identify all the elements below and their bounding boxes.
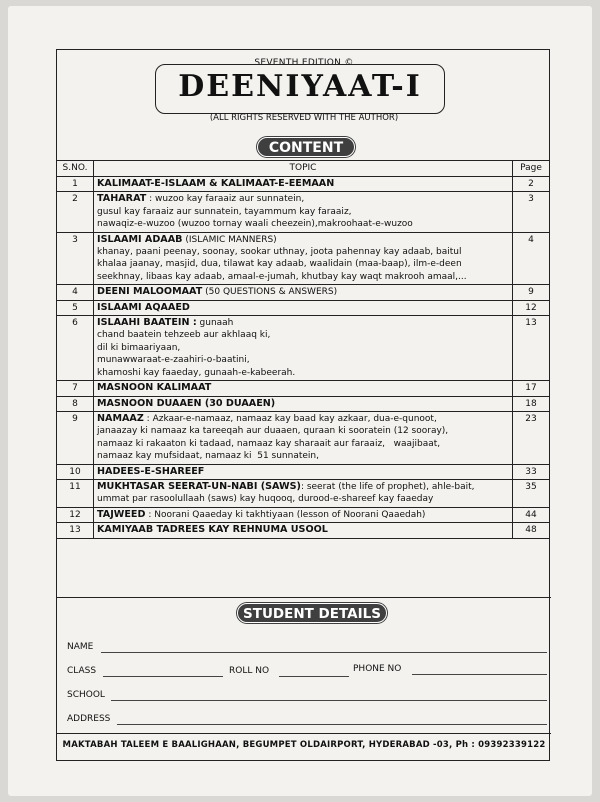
phone-no-field[interactable]: [412, 674, 547, 675]
publisher-footer: MAKTABAH TALEEM E BAALIGHAAN, BEGUMPET OLDAIRPORT, HYDERABAD -03, Ph : 09392339122: [62, 740, 546, 750]
topic-detail-line: khanay, paani peenay, soonay, sookar uthnay, joota pahennay kay adaab, baitul: [97, 247, 462, 258]
toc-row-topic: [94, 177, 513, 192]
toc-row-page: 18: [513, 396, 550, 411]
book-title: DEENIYAAT-I: [178, 69, 422, 104]
topic-subtitle: (ISLAMIC MANNERS): [182, 234, 277, 245]
topic-title: HADEES-E-SHAREEF: [97, 465, 205, 477]
toc-row-page: 9: [513, 285, 550, 300]
address-label: ADDRESS: [67, 714, 111, 724]
toc-row-page: 44: [513, 507, 550, 522]
toc-row-page: 3: [513, 192, 550, 232]
toc-row-topic: [94, 285, 513, 300]
toc-row-topic: [94, 411, 513, 464]
toc-row-number: 12: [57, 507, 94, 522]
toc-row-page: 12: [513, 300, 550, 315]
topic-title: KAMIYAAB TADREES KAY REHNUMA USOOL: [97, 524, 328, 536]
topic-title: MUKHTASAR SEERAT-UN-NABI (SAWS): [97, 480, 301, 492]
toc-row-page: 17: [513, 381, 550, 396]
toc-row: [57, 507, 550, 522]
topic-subtitle: gunaah: [196, 318, 234, 329]
topic-title: TAHARAT: [97, 193, 147, 205]
topic-subtitle: : seerat (the life of prophet), ahle-bait,: [300, 481, 475, 492]
toc-row-topic: [94, 316, 513, 381]
toc-row: [57, 300, 550, 315]
toc-row-topic: [94, 232, 513, 285]
toc-row: [57, 177, 550, 192]
topic-subtitle: (50 QUESTIONS & ANSWERS): [202, 287, 338, 298]
topic-title: DEENI MALOOMAAT: [97, 286, 203, 298]
toc-row-number: 2: [57, 192, 94, 232]
topic-subtitle: : Noorani Qaaeday ki takhtiyaan (lesson of Noorani Qaaedah): [145, 509, 426, 520]
toc-row-number: 8: [57, 396, 94, 411]
toc-row-number: 10: [57, 464, 94, 479]
school-label: SCHOOL: [67, 690, 105, 700]
contents-table-body: [57, 177, 550, 539]
title-box: [155, 64, 445, 114]
toc-row-number: 9: [57, 411, 94, 464]
toc-row: [57, 316, 550, 381]
toc-row-page: 23: [513, 411, 550, 464]
topic-title: ISLAAMI AQAAED: [97, 301, 190, 313]
topic-subtitle: : Azkaar-e-namaaz, namaaz kay baad kay azkaar, dua-e-qunoot,: [143, 413, 437, 424]
name-field[interactable]: [101, 652, 547, 653]
toc-row: [57, 411, 550, 464]
topic-title: KALIMAAT-E-ISLAAM & KALIMAAT-E-EEMAAN: [97, 178, 335, 189]
toc-row: [57, 192, 550, 232]
toc-row-topic: [94, 300, 513, 315]
toc-row-page: 2: [513, 177, 550, 192]
class-field[interactable]: [103, 676, 223, 677]
topic-title: ISLAAMI ADAAB: [97, 233, 183, 245]
toc-row-page: 4: [513, 232, 550, 285]
edition-label: SEVENTH EDITION ©: [254, 58, 354, 68]
topic-detail-line: namaaz ki rakaaton ki tadaad, namaaz kay sharaait aur faraaiz, waajibaat,: [97, 438, 441, 449]
topic-title: MASNOON DUAAEN (30 DUAAEN): [97, 397, 276, 409]
toc-row-topic: [94, 192, 513, 232]
footer-divider: [57, 733, 551, 734]
col-header-topic: TOPIC: [94, 161, 513, 177]
toc-row: [57, 381, 550, 396]
roll-no-label: ROLL NO: [229, 666, 270, 676]
toc-row-number: 5: [57, 300, 94, 315]
topic-detail-line: namaaz kay mufsidaat, namaaz ki 51 sunnatein,: [97, 451, 319, 462]
col-header-page: Page: [513, 161, 550, 177]
toc-row-page: 13: [513, 316, 550, 381]
class-label: CLASS: [67, 666, 97, 676]
toc-row-page: 33: [513, 464, 550, 479]
roll-no-field[interactable]: [279, 676, 349, 677]
toc-row-topic: [94, 507, 513, 522]
toc-row: [57, 464, 550, 479]
topic-detail-line: dil ki bimaariyaan,: [97, 342, 181, 353]
topic-detail-line: khalaa jaanay, masjid, dua, tilawat kay adaab, waalidain (maa-baap), ilm-e-deen: [97, 259, 462, 270]
toc-row: [57, 285, 550, 300]
name-label: NAME: [67, 642, 94, 652]
toc-row: [57, 523, 550, 538]
col-header-sno: S.NO.: [57, 161, 94, 177]
content-heading: CONTENT: [257, 137, 355, 157]
toc-row-page: 48: [513, 523, 550, 538]
toc-row-topic: [94, 381, 513, 396]
toc-row-number: 3: [57, 232, 94, 285]
book-page: [8, 6, 592, 796]
topic-detail-line: seekhnay, libaas kay adaab, amaal-e-jumah, khutbay kay waqt makrooh amaal,...: [97, 271, 467, 282]
topic-title: MASNOON KALIMAAT: [97, 382, 212, 394]
address-field[interactable]: [117, 724, 547, 725]
school-field[interactable]: [111, 700, 547, 701]
phone-no-label: PHONE NO: [353, 664, 402, 674]
toc-row: [57, 396, 550, 411]
toc-row-number: 4: [57, 285, 94, 300]
toc-row-topic: [94, 396, 513, 411]
toc-row-number: 7: [57, 381, 94, 396]
topic-detail-line: gusul kay faraaiz aur sunnatein, tayammum kay faraaiz,: [97, 206, 352, 217]
rights-notice: (ALL RIGHTS RESERVED WITH THE AUTHOR): [209, 113, 399, 123]
toc-row-number: 6: [57, 316, 94, 381]
topic-detail-line: ummat par rasoolullaah (saws) kay huqooq, durood-e-shareef kay faaeday: [97, 494, 434, 505]
topic-detail-line: chand baatein tehzeeb aur akhlaaq ki,: [97, 330, 271, 341]
topic-title: ISLAAHI BAATEIN :: [97, 317, 197, 329]
toc-row-topic: [94, 479, 513, 507]
topic-title: TAJWEED: [97, 508, 146, 520]
divider: [57, 597, 551, 598]
contents-table: [56, 160, 550, 539]
toc-row: [57, 232, 550, 285]
toc-row-number: 1: [57, 177, 94, 192]
topic-subtitle: : wuzoo kay faraaiz aur sunnatein,: [146, 194, 305, 205]
topic-detail-line: nawaqiz-e-wuzoo (wuzoo tornay waali cheezein),makroohaat-e-wuzoo: [97, 219, 413, 230]
content-frame: [56, 49, 550, 761]
topic-detail-line: khamoshi kay faaeday, gunaah-e-kabeerah.: [97, 367, 296, 378]
toc-row: [57, 479, 550, 507]
topic-detail-line: munawwaraat-e-zaahiri-o-baatini,: [97, 355, 250, 366]
student-details-heading: STUDENT DETAILS: [237, 603, 387, 623]
table-header-row: [57, 161, 550, 177]
toc-row-number: 11: [57, 479, 94, 507]
topic-title: NAMAAZ: [97, 412, 144, 424]
topic-detail-line: janaazay ki namaaz ka tareeqah aur duaaen, quraan ki sooratein (12 sooray),: [97, 426, 449, 437]
toc-row-page: 35: [513, 479, 550, 507]
toc-row-number: 13: [57, 523, 94, 538]
toc-row-topic: [94, 523, 513, 538]
toc-row-topic: [94, 464, 513, 479]
